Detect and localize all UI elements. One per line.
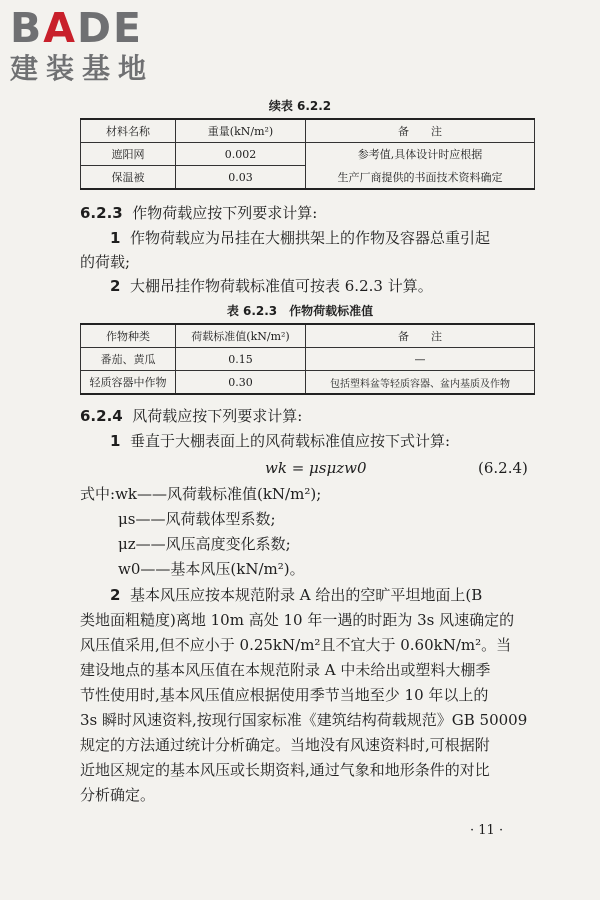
paragraph-line bbox=[110, 226, 490, 250]
table-row bbox=[81, 348, 535, 371]
paragraph-line: 风压值采用,但不应小于 0.25kN/m²且不宜大于 0.60kN/m²。当 bbox=[80, 636, 512, 654]
cell-note: 包括塑料盆等轻质容器、盆内基质及作物 bbox=[306, 371, 535, 395]
paragraph-line: 分析确定。 bbox=[80, 786, 156, 804]
item-number: 1 bbox=[110, 229, 121, 247]
where-label: 式中: bbox=[80, 485, 116, 503]
item-text: 大棚吊挂作物荷载标准值可按表 6.2.3 计算。 bbox=[129, 277, 433, 295]
paragraph-line: 节性使用时,基本风压值应根据使用季节当地至少 10 年以上的 bbox=[80, 686, 489, 704]
section-title: 作物荷载应按下列要求计算: bbox=[132, 204, 318, 222]
header-load: 荷载标准值(kN/m²) bbox=[176, 324, 306, 348]
cell-weight: 0.002 bbox=[176, 143, 306, 166]
cell-material: 遮阳网 bbox=[81, 143, 176, 166]
table-row bbox=[81, 143, 535, 166]
page-number: · 11 · bbox=[470, 823, 504, 838]
cell-crop: 轻质容器中作物 bbox=[81, 371, 176, 395]
logo-tagline: 建装基地 bbox=[10, 52, 155, 85]
paragraph-line bbox=[110, 583, 482, 607]
item-number: 1 bbox=[110, 432, 121, 450]
cell-note: — bbox=[306, 348, 535, 371]
table-material-weights bbox=[80, 118, 535, 190]
cell-load: 0.30 bbox=[176, 371, 306, 395]
paragraph-line: 3s 瞬时风速资料,按现行国家标准《建筑结构荷载规范》GB 50009 bbox=[80, 711, 528, 729]
logo-letter-a: A bbox=[43, 4, 77, 52]
cell-load: 0.15 bbox=[176, 348, 306, 371]
table-header-row bbox=[81, 324, 535, 348]
cell-note: 参考值,具体设计时应根据 bbox=[306, 143, 535, 166]
paragraph-line: 类地面粗糙度)离地 10m 高处 10 年一遇的时距为 3s 风速确定的 bbox=[80, 611, 515, 629]
brand-logo bbox=[10, 6, 180, 86]
formula-number: (6.2.4) bbox=[478, 459, 528, 477]
logo-wordmark bbox=[10, 6, 180, 50]
item-number: 2 bbox=[110, 277, 121, 295]
definition-line: μs——风荷载体型系数; bbox=[118, 510, 276, 528]
paragraph-line: 近地区规定的基本风压或长期资料,通过气象和地形条件的对比 bbox=[80, 761, 490, 779]
paragraph-line bbox=[110, 274, 433, 298]
item-text: 作物荷载应为吊挂在大棚拱架上的作物及容器总重引起 bbox=[129, 229, 490, 247]
cell-note: 生产厂商提供的书面技术资料确定 bbox=[306, 166, 535, 190]
section-title: 风荷载应按下列要求计算: bbox=[132, 407, 303, 425]
table2-caption: 表 6.2.3 作物荷载标准值 bbox=[226, 304, 374, 318]
header-note: 备 注 bbox=[306, 324, 535, 348]
table-crop-loads bbox=[80, 323, 535, 395]
paragraph-line: 的荷载; bbox=[80, 253, 131, 271]
paragraph-line: 建设地点的基本风压值在本规范附录 A 中未给出或塑料大棚季 bbox=[80, 661, 491, 679]
cell-crop: 番茄、黄瓜 bbox=[81, 348, 176, 371]
header-note: 备 注 bbox=[306, 119, 535, 143]
header-weight: 重量(kN/m²) bbox=[176, 119, 306, 143]
header-crop: 作物种类 bbox=[81, 324, 176, 348]
table-row bbox=[81, 371, 535, 395]
section-6-2-3-heading bbox=[80, 201, 317, 225]
table1-caption: 续表 6.2.2 bbox=[268, 99, 332, 113]
cell-material: 保温被 bbox=[81, 166, 176, 190]
logo-letters-de: DE bbox=[77, 4, 144, 52]
item-number: 2 bbox=[110, 586, 121, 604]
paragraph-line: 规定的方法通过统计分析确定。当地没有风速资料时,可根据附 bbox=[80, 736, 490, 754]
section-6-2-4-heading bbox=[80, 404, 302, 428]
cell-weight: 0.03 bbox=[176, 166, 306, 190]
definition-text: wk——风荷载标准值(kN/m²); bbox=[115, 485, 322, 503]
definition-line bbox=[80, 482, 321, 506]
item-text: 垂直于大棚表面上的风荷载标准值应按下式计算: bbox=[129, 432, 451, 450]
logo-letter-b: B bbox=[10, 4, 44, 52]
definition-line: w0——基本风压(kN/m²)。 bbox=[118, 560, 305, 578]
section-number: 6.2.3 bbox=[80, 204, 123, 222]
table-header-row bbox=[81, 119, 535, 143]
item-text: 基本风压应按本规范附录 A 给出的空旷平坦地面上(B bbox=[129, 586, 483, 604]
header-material: 材料名称 bbox=[81, 119, 176, 143]
definition-line: μz——风压高度变化系数; bbox=[118, 535, 291, 553]
formula: wk = μsμzw0 bbox=[265, 459, 367, 477]
section-number: 6.2.4 bbox=[80, 407, 123, 425]
paragraph-line bbox=[110, 429, 450, 453]
table-row bbox=[81, 166, 535, 190]
